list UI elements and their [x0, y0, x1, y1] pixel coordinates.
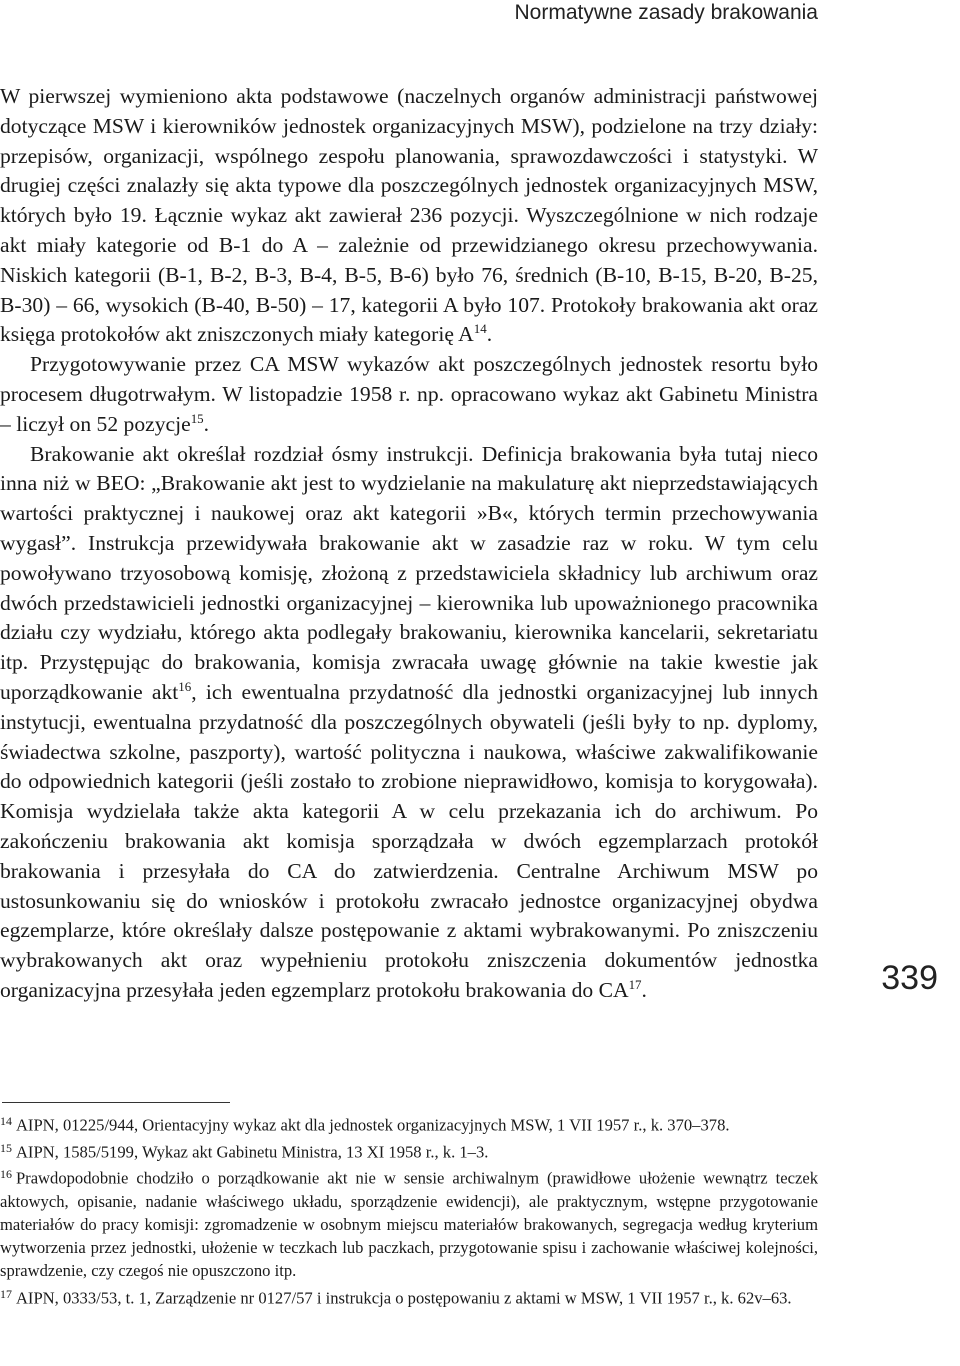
paragraph-text-end: .	[203, 411, 210, 436]
footnote	[0, 1137, 818, 1164]
footnote-ref[interactable]: 17	[628, 977, 642, 993]
footnotes	[0, 1110, 818, 1309]
paragraph-text: W pierwszej wymieniono akta podstawowe (naczelnych organów administracji państwowej dotyczące MSW i kierowników jednostek organizacyjnych MSW), podzielone na trzy działy: przepisów, organizacji, wspólnego zespołu planowania, sprawozdawczości i statystyki. W drugiej części znalazły się akta typowe dla poszczególnych jednostek organizacyjnych MSW, których było 19. Łącznie wykaz akt zawierał 236 pozycji. Wyszczególnione w nich rodzaje akt miały kategorie od B-1 do A – zależnie od przewidzianego okresu przechowywania. Niskich kategorii (B-1, B-2, B-3, B-4, B-5, B-6) było 76, średnich (B-10, B-15, B-20, B-25, B-30) – 66, wysokich (B-40, B-50) – 17, kategorii A było 107. Protokoły brakowania akt oraz księga protokołów akt zniszczonych miały kategorię A	[0, 84, 818, 347]
footnote	[0, 1283, 818, 1310]
paragraph-text-cont: , ich ewentualna przydatność dla jednostki organizacyjnej lub innych instytucji, ewentualna przydatność dla poszczególnych obywateli (jeśli były to np. dyplomy, świadectwa szkolne, paszporty), wartość polityczna i naukowa, właściwe zakwalifikowanie do odpowiednich kategorii (jeśli zostało to zrobione nieprawidłowo, komisja to korygowała). Komisja wydzielała także akta kategorii A w celu przekazania ich do archiwum. Po zakończeniu brakowania akt komisja sporządzała w dwóch egzemplarzach protokół brakowania i przesyłała do CA do zatwierdzenia. Centralne Archiwum MSW po ustosunkowaniu się do wniosków i protokołu zwracało jednostce organizacyjnej obydwa egzemplarze, które określały dalsze postępowanie z aktami wybrakowanymi. Po zniszczeniu wybrakowanych akt oraz wypełnieniu protokołu zniszczenia dokumentów jednostka organizacyjna przesyłała jeden egzemplarz protokołu brakowania do CA	[0, 679, 818, 1002]
footnote-ref[interactable]: 14	[473, 321, 487, 337]
page-number: 339	[881, 959, 938, 997]
main-text	[0, 82, 818, 1006]
footnote-text: AIPN, 1585/5199, Wykaz akt Gabinetu Ministra, 13 XI 1958 r., k. 1–3.	[15, 1141, 489, 1161]
footnote-number: 15	[0, 1140, 12, 1155]
footnote-number: 17	[0, 1286, 12, 1301]
paragraph-text: Brakowanie akt określał rozdział ósmy instrukcji. Definicja brakowania była tutaj nieco inna niż w BEO: „Brakowanie akt jest to wydzielanie na makulaturę akt nieprzedstawiających wartości praktycznej i naukowej oraz akt kategorii »B«, których termin przechowywania wygasł”. Instrukcja przewidywała brakowanie akt w zasadzie raz w roku. W tym celu powoływano trzyosobową komisję, złożoną z przedstawiciela składnicy lub archiwum oraz dwóch przedstawicieli jednostki organizacyjnej – kierownika lub upoważnionego pracownika działu czy wydziału, którego akta podlegały brakowaniu, kierownika kancelarii, sekretariatu itp. Przystępując do brakowania, komisja zwracała uwagę głównie na takie kwestie jak uporządkowanie akt	[0, 441, 818, 704]
footnote-ref[interactable]: 16	[178, 679, 192, 695]
footnote-text: AIPN, 0333/53, t. 1, Zarządzenie nr 0127/57 i instrukcja o postępowaniu z aktami w MSW, 1 VII 1957 r., k. 62v–63.	[15, 1287, 792, 1307]
footnote-text: AIPN, 01225/944, Orientacyjny wykaz akt dla jednostek organizacyjnych MSW, 1 VII 1957 r., k. 370–378.	[15, 1115, 730, 1135]
footnote	[0, 1163, 818, 1282]
footnote-text: Prawdopodobnie chodziło o porządkowanie akt nie w sensie archiwalnym (prawidłowe ułożenie wewnątrz teczek aktowych, opisanie, nadanie właściwego układu, sporządzenie ewidencji), ale praktycznym, wstępne przygotowanie materiałów do pracy komisji: zgromadzenie w osobnym miejscu materiałów brakowanych, segregacja według kryterium wytworzenia przez jednostki, ułożenie w teczkach lub paczkach, przygotowanie spisu i zachowanie właściwej kolejności, sprawdzenie, czy czegoś nie opuszczono itp.	[0, 1168, 818, 1281]
paragraph-text-end: .	[486, 322, 493, 347]
paragraph	[0, 350, 818, 439]
footnote-number: 14	[0, 1114, 12, 1128]
paragraph-text-end: .	[641, 977, 647, 1002]
running-header: Normatywne zasady brakowania	[514, 1, 818, 24]
footnote-number: 16	[0, 1167, 12, 1182]
footnote	[0, 1110, 818, 1137]
paragraph-text: Przygotowywanie przez CA MSW wykazów akt poszczególnych jednostek resortu było procesem długotrwałym. W listopadzie 1958 r. np. opracowano wykaz akt Gabinetu Ministra – liczył on 52 pozycje	[0, 352, 818, 436]
footnote-ref[interactable]: 15	[190, 411, 204, 426]
paragraph	[0, 82, 818, 350]
paragraph	[0, 440, 818, 1006]
footnote-divider	[2, 1102, 230, 1103]
